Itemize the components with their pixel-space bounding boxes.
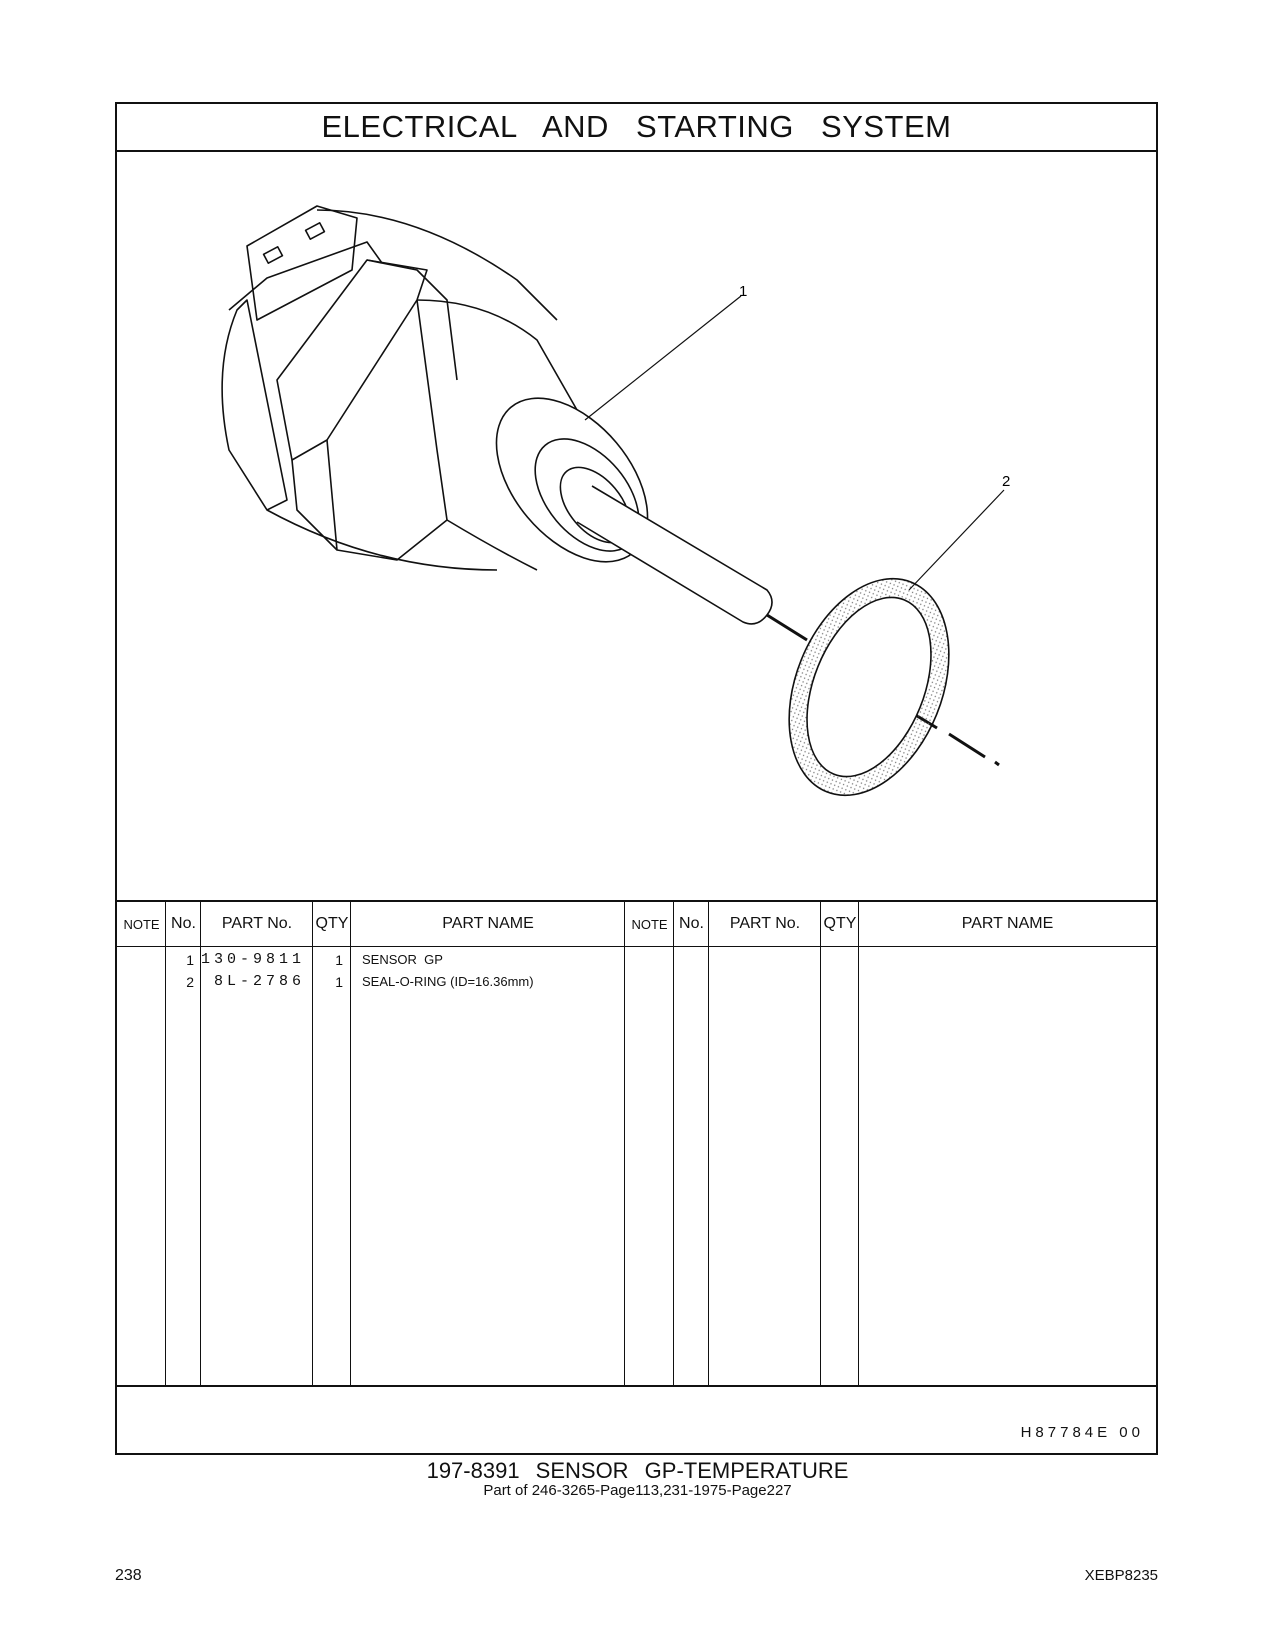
row-2-qty: 1 bbox=[335, 974, 343, 990]
col-partno-right bbox=[709, 902, 821, 1385]
parts-table bbox=[117, 900, 1156, 1387]
o-ring bbox=[759, 555, 979, 819]
header-no: No. bbox=[679, 915, 704, 932]
illustration-code: H87784E 00 bbox=[1020, 1424, 1144, 1441]
caption-subtitle: Part of 246-3265-Page113,231-1975-Page227 bbox=[483, 1482, 792, 1499]
header-note: NOTE bbox=[123, 916, 160, 932]
col-note-left bbox=[117, 902, 166, 1385]
row-2-part-name: SEAL-O-RING (ID=16.36mm) bbox=[362, 974, 534, 989]
section-title: ELECTRICAL AND STARTING SYSTEM bbox=[117, 104, 1156, 152]
row-2-no: 2 bbox=[186, 974, 194, 990]
parts-illustration bbox=[117, 150, 1156, 900]
header-divider bbox=[117, 946, 1156, 947]
header-part-no: PART No. bbox=[221, 915, 293, 932]
page-number: 238 bbox=[115, 1567, 142, 1584]
header-part-name: PART NAME bbox=[442, 915, 534, 932]
sensor-exploded-drawing bbox=[117, 150, 1156, 900]
header-note: NOTE bbox=[631, 916, 668, 932]
document-id: XEBP8235 bbox=[1084, 1567, 1158, 1584]
header-part-name: PART NAME bbox=[961, 915, 1054, 932]
callout-1: 1 bbox=[739, 283, 748, 300]
header-qty: QTY bbox=[315, 915, 349, 932]
row-2-part-no: 8L-2786 bbox=[213, 973, 305, 990]
row-1-no: 1 bbox=[186, 952, 194, 968]
header-qty: QTY bbox=[823, 915, 857, 932]
col-note-right bbox=[625, 902, 674, 1385]
col-no-right bbox=[674, 902, 709, 1385]
col-qty-right bbox=[821, 902, 859, 1385]
row-1-qty: 1 bbox=[335, 952, 343, 968]
header-no: No. bbox=[171, 915, 196, 932]
caption-title: 197-8391 SENSOR GP-TEMPERATURE bbox=[426, 1458, 849, 1483]
sensor-body bbox=[222, 206, 772, 624]
row-1-part-name: SENSOR GP bbox=[362, 952, 443, 967]
header-part-no: PART No. bbox=[729, 915, 801, 932]
parts-page-frame bbox=[115, 102, 1158, 1455]
callout-2: 2 bbox=[1002, 473, 1011, 490]
row-1-part-no: 130-9811 bbox=[201, 951, 306, 968]
